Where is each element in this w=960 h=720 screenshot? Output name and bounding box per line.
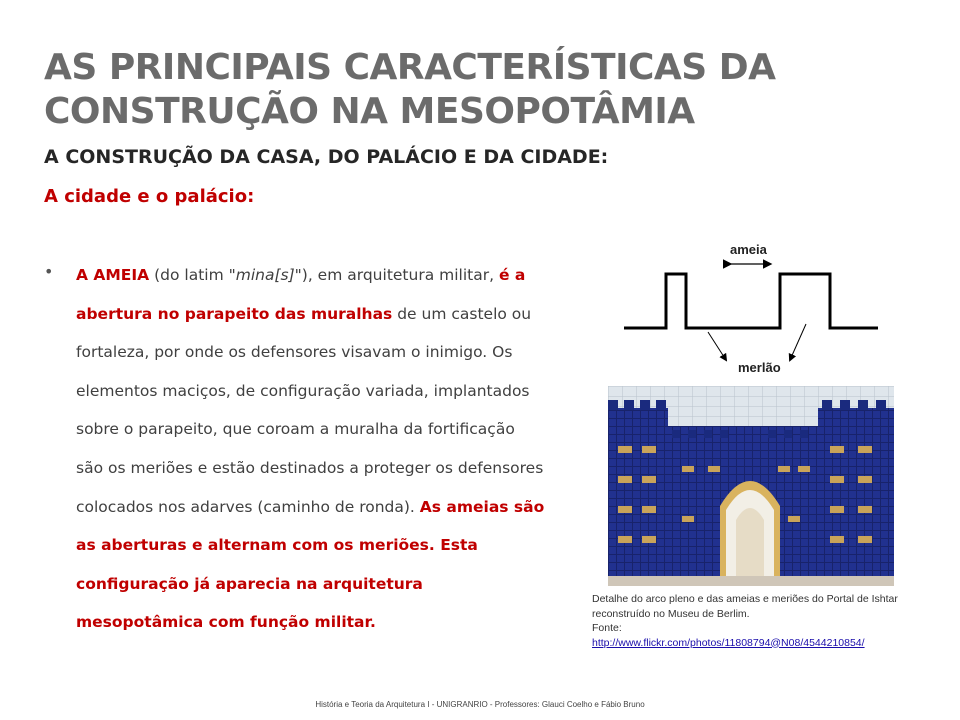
ishtar-gate-illustration [608,386,894,586]
merlon-arrow-left [708,332,726,360]
section-heading: A cidade e o palácio: [44,186,255,207]
caption-source-label: Fonte: [592,622,622,634]
latin-term: mina[s] [235,266,295,284]
red-highlight-2: As ameias são as aberturas e alternam com os meriões. Esta configuração já aparecia na arquitetura mesopotâmica com função militar. [76,497,545,632]
red-highlight-1: é a abertura no parapeito das muralhas [76,266,526,323]
text-part-1: (do latim " [149,266,236,284]
bullet-icon: • [44,262,54,281]
slide-subtitle: A CONSTRUÇÃO DA CASA, DO PALÁCIO E DA CIDADE: [44,146,609,168]
crenellation-diagram [620,232,890,380]
ishtar-gate-photo [608,386,894,586]
text-part-3: de um castelo ou fortaleza, por onde os defensores visavam o inimigo. Os elementos maciços, de configuração variada, implantados sobre o parapeito, que coroam a muralha da fortificação são os meriões e estão destinados a proteger os defensores colocados nos adarves (caminho de ronda). [76,304,544,516]
term-ameia: A AMEIA [76,266,150,284]
footer-credits: História e Teoria da Arquitetura I - UNIGRANRIO - Professores: Glauci Coelho e Fábio Bruno [315,700,645,709]
caption-text: Detalhe do arco pleno e das ameias e meriões do Portal de Ishtar reconstruído no Museu de Berlim. [592,593,898,620]
source-link[interactable]: http://www.flickr.com/photos/11808794@N08/4544210854/ [592,636,865,649]
merlon-label: merlão [738,360,781,375]
slide-title: AS PRINCIPAIS CARACTERÍSTICAS DA CONSTRUÇÃO NA MESOPOTÂMIA [44,47,776,132]
bullet-paragraph [76,256,546,642]
merlon-outline [624,274,878,328]
image-caption [592,592,922,650]
merlon-arrow-right [790,324,806,360]
text-part-2: "), em arquitetura militar, [294,266,499,284]
ameia-label: ameia [730,242,767,257]
